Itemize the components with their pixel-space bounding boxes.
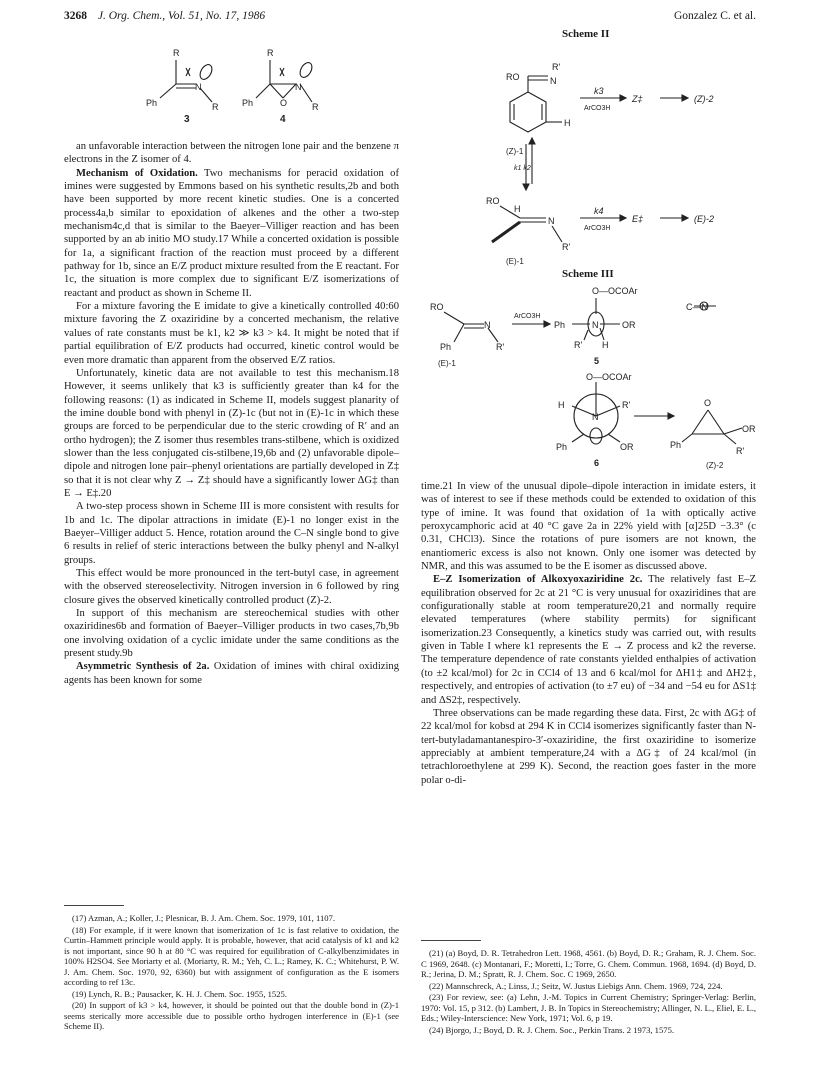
scheme-2-title: Scheme II [562, 28, 610, 40]
paragraph [64, 660, 399, 687]
scheme-3-diagram [424, 284, 764, 474]
footnotes-left [64, 913, 399, 1033]
s3-ococar-2: O—OCOAr [586, 372, 632, 382]
footnote-rule-left [64, 905, 124, 906]
s2-e-star: E‡ [632, 214, 644, 224]
paragraph-text: The relatively fast E–Z equilibration observed for 2c at 21 °C is very unusual for oxaziridines that are configurationally stable at room temperature20,21 and normally require elevated temperatures (where stability permits) for significant isomerization.23 Consequently, a kinetics study was carried out, with results given in Table I where k1 represents the E → Z process and k2 the reverse. The temperature dependence of rate constants yielded enthalpies of activation (to ±2 kcal/mol) for 2c in CCl4 of 13 and 6 kcal/mol for ΔH1‡ and ΔH2‡, respectively, and entropies of activation (to ±7 eu) of −34 and −54 eu for ΔS1‡ and ΔS2‡, respectively. [421, 574, 756, 706]
paragraph [64, 167, 399, 300]
atom-R: R [173, 48, 180, 58]
section-heading: E–Z Isomerization of Alkoxyoxaziridine 2c. [433, 574, 643, 586]
s2-n-2: N [548, 216, 555, 226]
s3-or-3: OR [742, 424, 756, 434]
paragraph: Unfortunately, kinetic data are not available to test this mechanism.18 However, it seems unlikely that k3 is sufficiently greater than k4 for the following reasons: (1) as indicated in Scheme II, models suggest planarity of the imine double bond with phenyl in (Z)-1c (but not in (E)-1c in which these groups are forced to be perpendicular due to the steric crowding of R′ and an ortho hydrogen); the Z isomer thus resembles trans-stilbene, which is oxidized slower than the less conjugated cis-stilbene,19,6b and (2) unfavorable dipole–dipole and nitrogen lone pair–phenyl orientations are partially developed in Z‡ so that it is not clear why Z → Z‡ should have a significantly lower ΔG‡ than E → E‡.20 [64, 367, 399, 499]
page-number: 3268 [64, 10, 87, 22]
s2-h: H [564, 118, 571, 128]
s3-n-2: N [592, 320, 599, 330]
s3-or: OR [622, 320, 636, 330]
s2-label-e1: (E)-1 [506, 257, 524, 266]
s2-k1k2: k1 k2 [514, 165, 531, 172]
footnote: (19) Lynch, R. B.; Pausacker, K. H. J. Chem. Soc. 1955, 1525. [72, 988, 287, 999]
s3-ph-4: Ph [670, 440, 682, 450]
s3-reagent: ArCO3H [514, 313, 541, 320]
footnote: (21) (a) Boyd, D. R. Tetrahedron Lett. 1968, 4561. (b) Boyd, D. R.; Graham, R. J. Chem. Soc. C 1969, 2648. (c) Montanari, F.; Moretti, I.; Torre, G. Chem. Commun. 1968, 1694. (d) Boyd, D. R.; Jerina, D. M.; Spratt, R. J. Chem. Soc. C 1969, 2650. [421, 948, 756, 979]
s3-label-e1: (E)-1 [438, 359, 456, 368]
compound-label-3: 3 [184, 114, 190, 125]
scheme-3-title: Scheme III [562, 268, 614, 280]
footnote: (17) Azman, A.; Koller, J.; Plesnicar, B. J. Am. Chem. Soc. 1979, 101, 1107. [72, 913, 335, 923]
s3-label-5: 5 [594, 356, 600, 366]
paragraph-text: Oxidation of imines with chiral oxidizing agents has been known for some [64, 661, 399, 686]
s3-o: O [704, 398, 712, 408]
s3-ph: Ph [440, 342, 452, 352]
s3-ph-3: Ph [556, 442, 568, 452]
paragraph: time.21 In view of the unusual dipole–dipole interaction in imidate esters, it was of interest to see if these methods could be extended to oxidation of this type of imine. It was found that oxidation of 1a with optically active peroxycamphoric acid at 40 °C gave 2a in 22% yield with [α]25D −3.3° (c 0.31, CHCl3). Since the rotations of pure isomers are not known, the enantiomeric excess is also not known. Only one isomer was detected by NMR, and this was assumed to be the E isomer as discussed above. [421, 481, 756, 573]
s3-h-2: H [558, 400, 565, 410]
paragraph: Three observations can be made regarding these data. First, 2c with ΔG‡ of 22 kcal/mol for kobsd at 294 K in CCl4 isomerizes significantly faster than N-tert-butyladamantanespiro-3′-oxaziridine, the first oxaziridine to isomerize appreciably at ambient temperature,24 with a ΔG‡ of 24 kcal/mol (in tetrachloroethylene at 299 K). Second, the reaction goes faster in the more polar o-di- [421, 707, 756, 786]
running-header [64, 10, 756, 30]
s2-rprime-2: R' [562, 242, 571, 252]
s2-reagent-2: ArCO3H [584, 225, 611, 232]
s3-rprime-3: R' [622, 400, 631, 410]
s2-k3: k3 [594, 86, 604, 96]
s2-z-star: Z‡ [632, 94, 643, 104]
scheme-2-diagram [470, 46, 770, 266]
s3-n-3: N [592, 412, 599, 422]
section-heading: Mechanism of Oxidation. [76, 167, 198, 179]
s3-ro: RO [430, 302, 444, 312]
footnote: (23) For review, see: (a) Lehn, J.-M. Topics in Current Chemistry; Springer-Verlag: Berlin, 1970: Vol. 15, p 312. (b) Lambert, J. B. In Topics in Stereochemistry; Allinger, N. L., Eliel, E. L., Eds.; Wiley-Interscience: New York, 1971; Vol. 6, p 19. [421, 992, 756, 1023]
atom-Ph: Ph [146, 98, 158, 108]
s2-product-e: (E)-2 [694, 214, 714, 224]
paragraph: This effect would be more pronounced in the tert-butyl case, in agreement with the observed stereoselectivity. Nitrogen inversion in 6 followed by ring closure gives the observed kinetically controlled product (Z)-2. [64, 568, 399, 606]
header-author: Gonzalez C. et al. [673, 10, 756, 22]
footnote: (22) Mannschreck, A.; Linss, J.; Seitz, W. Justus Liebigs Ann. Chem. 1969, 724, 224. [429, 980, 723, 991]
atom-R4: R [312, 102, 319, 112]
atom-R3: R [267, 48, 274, 58]
journal-citation: J. Org. Chem., Vol. 51, No. 17, 1986 [97, 10, 266, 22]
s3-h: H [602, 340, 609, 350]
s3-ococar: O—OCOAr [592, 286, 638, 296]
s2-product-z: (Z)-2 [694, 94, 714, 104]
s2-ro-2: RO [486, 196, 500, 206]
paragraph [421, 573, 756, 706]
paragraph-text: Two mechanisms for peracid oxidation of imines were suggested by Emmons based on his synthetic results,2b and both have been supported by more recent kinetic studies. One is a concerted process4a,b similar to epoxidation of alkenes and the other a two-step mechanism4c,d that is similar to the Baeyer–Villiger reaction and has been supported by an ab initio MO study.17 While a concerted oxidation is possible for 1a, a significant fraction of the reaction must proceed by a different pathway for 1b, since an E/Z product mixture resulted from the E reactant. For 1c, the situation is more complex due to significant E/Z isomerizations of reactant and product as shown in Scheme II. [64, 167, 399, 299]
paragraph: an unfavorable interaction between the nitrogen lone pair and the benzene π electrons in the Z isomer of 4. [64, 141, 399, 166]
footnote: (18) For example, if it were known that isomerization of 1c is fast relative to oxidation, the Curtin–Hammett principle would apply. It is probable, however, that acid catalysis of k1 and k2 is not important, since 90 h at 80 °C was required for equilibration of C-alkylbenzimidates in 100% H2SO4. See Moriarty et al. (Moriarty, R. M.; Yeh, C. L.; Ramey, K. C.; Whitehurst, P. W. J. Am. Chem. Soc. 1970, 92, 6360) but with assignment of configuration as the E isomers according to ref 13c. [64, 924, 399, 987]
atom-Ph2: Ph [242, 98, 254, 108]
s2-reagent-1: ArCO3H [584, 105, 611, 112]
section-heading: Asymmetric Synthesis of 2a. [76, 661, 210, 673]
s3-n: N [484, 320, 491, 330]
right-text-column [421, 480, 756, 787]
s3-cn: C—N [686, 302, 708, 312]
s3-rprime-4: R' [736, 446, 745, 456]
structures-3-4 [140, 46, 340, 126]
footnote-rule-right [421, 940, 481, 941]
header-left [64, 10, 265, 22]
s3-or-2: OR [620, 442, 634, 452]
s2-label-z1: (Z)-1 [506, 147, 524, 156]
s3-label-z2: (Z)-2 [706, 461, 724, 470]
paragraph: For a mixture favoring the E imidate to give a kinetically controlled 40:60 mixture favoring the Z oxaziridine by a concerted mechanism, the relative values of rate constants must be k1, k2 ≫ k3 > k4. It might be noted that if partial equilibration of E/Z products had occurred, kinetic control would be even more dramatic than apparent from the observed E/Z ratios. [64, 301, 399, 366]
paragraph: A two-step process shown in Scheme III is more consistent with results for 1b and 1c. The dipolar attractions in imidate (E)-1 no longer exist in the Baeyer–Villiger adduct 5. Hence, rotation around the C–N single bond to give 6 results in relief of steric interactions between the bulky phenyl and N-alkyl groups. [64, 501, 399, 566]
s3-label-6: 6 [594, 458, 600, 468]
atom-R2: R [212, 102, 219, 112]
atom-N: N [195, 82, 202, 92]
footnote: (20) In support of k3 > k4, however, it should be pointed out that the double bond in (Z)-1 seems sterically more accessible due to possible ortho hydrogen interference in (E)-1 (see Scheme II). [64, 1000, 399, 1031]
s2-rprime: R' [552, 62, 561, 72]
compound-label-4: 4 [280, 114, 286, 125]
atom-N2: N [295, 82, 302, 92]
left-text-column [64, 140, 399, 687]
s3-rprime: R' [496, 342, 505, 352]
footnotes-right [421, 948, 756, 1036]
s3-rprime-2: R' [574, 340, 583, 350]
s3-ph-2: Ph [554, 320, 566, 330]
paragraph: In support of this mechanism are stereochemical studies with other oxaziridines6b and formation of Baeyer–Villiger products in two cases,7b,9b one involving oxidation of a cyclic imidate under the same conditions as the present study.9b [64, 608, 399, 660]
s2-ro: RO [506, 72, 520, 82]
s2-h-2: H [514, 204, 521, 214]
s2-k4: k4 [594, 206, 604, 216]
s2-n: N [550, 76, 557, 86]
footnote: (24) Bjorgo, J.; Boyd, D. R. J. Chem. Soc., Perkin Trans. 2 1973, 1575. [429, 1024, 675, 1035]
atom-O: O [280, 98, 288, 108]
